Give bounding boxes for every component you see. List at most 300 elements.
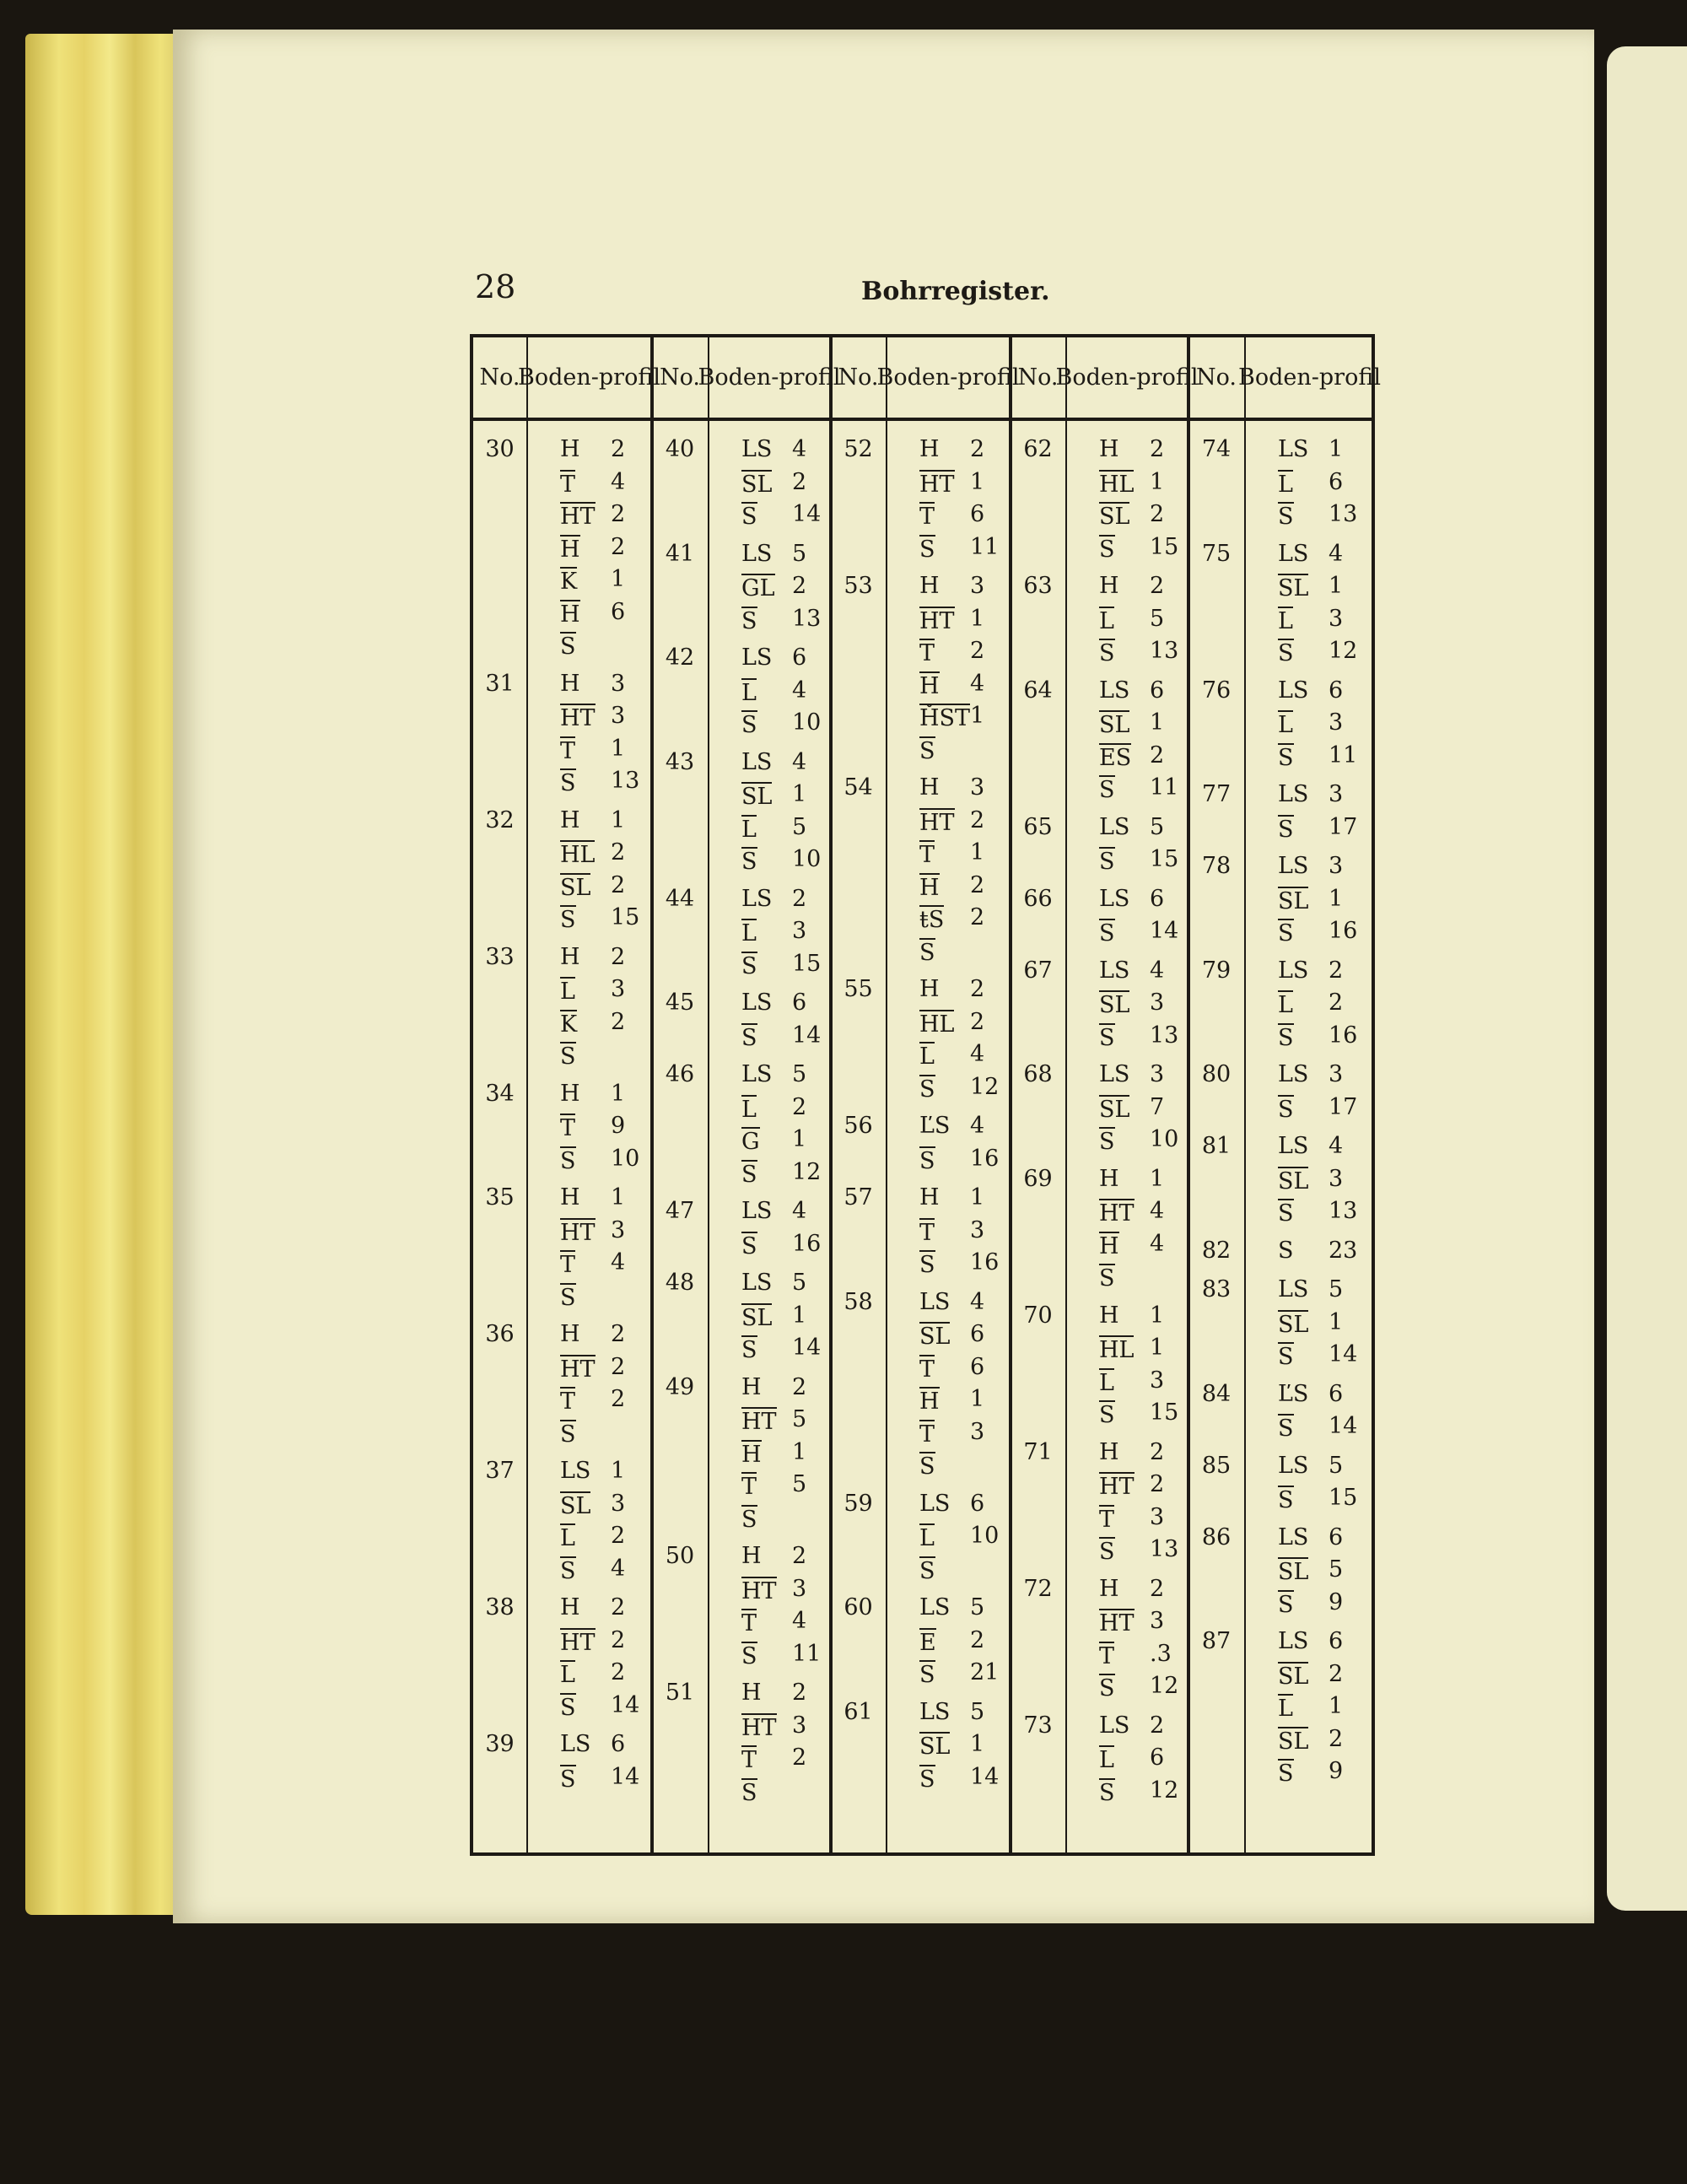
layer-thickness: 2 <box>611 1626 626 1653</box>
layer-thickness: 14 <box>611 1763 640 1790</box>
soil-layer-code: T <box>560 1115 576 1141</box>
soil-layer-code: LS <box>741 1270 773 1296</box>
header-no: No. <box>479 364 520 391</box>
soil-layer-code: S <box>560 1147 576 1174</box>
soil-layer-code: H <box>560 601 580 628</box>
soil-layer-code: T <box>919 1219 935 1246</box>
layer-thickness: 13 <box>1150 1022 1179 1049</box>
layer-thickness: 4 <box>1150 957 1165 984</box>
soil-layer-code: LS <box>1099 1061 1130 1087</box>
layer-thickness: 2 <box>1329 1725 1344 1752</box>
soil-layer-code: L <box>919 1043 935 1070</box>
borehole-number: 35 <box>485 1184 515 1211</box>
layer-thickness: 14 <box>1150 918 1179 944</box>
soil-layer-code: T <box>919 1421 935 1448</box>
layer-thickness: 2 <box>611 871 626 898</box>
layer-thickness: 1 <box>970 839 985 866</box>
soil-layer-code: SL <box>1278 1559 1309 1585</box>
layer-thickness: 2 <box>611 1321 626 1347</box>
soil-layer-code: S <box>741 1779 757 1806</box>
soil-layer-code: ĽS <box>1278 1380 1309 1407</box>
layer-thickness: 5 <box>1329 1276 1344 1302</box>
soil-layer-code: H <box>560 536 580 563</box>
soil-layer-code: H <box>919 1389 940 1415</box>
soil-layer-code: SL <box>741 784 773 810</box>
soil-layer-code: L <box>741 816 757 843</box>
soil-layer-code: S <box>1278 1487 1294 1513</box>
borehole-number: 59 <box>844 1490 873 1517</box>
soil-layer-code: S <box>919 1766 935 1793</box>
soil-layer-code: L <box>1099 607 1114 634</box>
soil-layer-code: HT <box>1099 1200 1135 1227</box>
layer-thickness: 5 <box>792 1061 807 1087</box>
soil-layer-code: H <box>741 1543 762 1569</box>
borehole-number: 71 <box>1023 1438 1053 1465</box>
soil-layer-code: G <box>741 1129 760 1155</box>
borehole-number: 42 <box>665 644 695 671</box>
layer-thickness: 2 <box>611 501 626 527</box>
layer-thickness: 3 <box>1150 990 1165 1016</box>
borehole-number: 57 <box>844 1184 873 1211</box>
layer-thickness: 3 <box>970 1216 985 1243</box>
borehole-number: 51 <box>665 1680 695 1706</box>
layer-thickness: 6 <box>1329 1380 1344 1407</box>
soil-layer-code: S <box>1278 640 1294 666</box>
soil-layer-code: SL <box>1278 1311 1309 1338</box>
header-bodenprofil <box>1238 337 1381 418</box>
borehole-number: 55 <box>844 976 873 1002</box>
soil-layer-code: S <box>741 712 757 738</box>
soil-layer-code: LS <box>1278 1061 1309 1087</box>
layer-thickness: 2 <box>970 976 985 1002</box>
soil-layer-code: H <box>1099 1575 1119 1602</box>
borehole-number: 76 <box>1201 677 1232 704</box>
soil-layer-code: H <box>919 573 940 599</box>
layer-thickness: 16 <box>970 1145 1000 1172</box>
header-boden: Boden- <box>876 364 958 391</box>
layer-thickness: 6 <box>1329 468 1344 495</box>
soil-layer-code: L <box>1099 1369 1114 1396</box>
soil-layer-code: HT <box>1099 1474 1135 1500</box>
borehole-number: 41 <box>665 540 695 567</box>
borehole-number: 50 <box>665 1543 695 1569</box>
bohrregister-table <box>470 334 1381 1856</box>
borehole-number: 40 <box>665 436 695 462</box>
soil-layer-code: S <box>741 1232 757 1259</box>
soil-layer-code: S <box>1278 1024 1294 1051</box>
soil-layer-code: ĽS <box>919 1113 951 1139</box>
soil-layer-code: HL <box>1099 1337 1135 1363</box>
borehole-number: 48 <box>665 1270 695 1296</box>
soil-layer-code: H <box>1099 1165 1119 1192</box>
layer-thickness: 13 <box>611 768 640 794</box>
layer-thickness: 16 <box>970 1249 1000 1275</box>
borehole-number: 87 <box>1201 1628 1232 1654</box>
layer-thickness: 6 <box>792 644 807 671</box>
soil-layer-code: L <box>741 1096 757 1123</box>
soil-layer-code: S <box>741 504 757 530</box>
layer-thickness: 2 <box>611 1594 626 1620</box>
soil-layer-code: H <box>919 874 940 901</box>
soil-layer-code: S <box>1099 1024 1115 1051</box>
soil-layer-code: LS <box>919 1490 951 1517</box>
layer-thickness: 4 <box>792 1608 807 1634</box>
running-head: Bohrregister. <box>861 277 1050 306</box>
layer-thickness: 3 <box>611 1490 626 1517</box>
soil-layer-code: HT <box>560 1629 596 1656</box>
layer-thickness: 13 <box>1150 638 1179 664</box>
layer-thickness: 1 <box>1150 709 1165 736</box>
soil-layer-code: L <box>1278 607 1293 634</box>
layer-thickness: 13 <box>792 605 822 632</box>
soil-layer-code: S <box>560 1557 576 1584</box>
layer-thickness: 3 <box>1329 1061 1344 1087</box>
soil-layer-code: H <box>560 670 580 697</box>
soil-layer-code: S <box>741 1642 757 1669</box>
borehole-number: 66 <box>1023 885 1053 912</box>
soil-layer-code: HT <box>560 1356 596 1383</box>
layer-thickness: 11 <box>1150 774 1179 801</box>
soil-layer-code: H <box>919 436 940 462</box>
layer-thickness: 14 <box>792 501 822 527</box>
layer-thickness: 3 <box>611 670 626 697</box>
layer-thickness: 10 <box>792 846 822 872</box>
layer-thickness: 5 <box>970 1594 985 1620</box>
layer-thickness: 14 <box>792 1022 822 1049</box>
soil-layer-code: S <box>919 1252 935 1278</box>
layer-thickness: 2 <box>792 885 807 912</box>
layer-thickness: 1 <box>792 781 807 807</box>
soil-layer-code: S <box>919 737 935 764</box>
layer-thickness: 11 <box>970 533 1000 560</box>
soil-layer-code: HT <box>741 1577 777 1604</box>
layer-thickness: 3 <box>1150 1061 1165 1087</box>
layer-thickness: 6 <box>611 1731 626 1757</box>
layer-thickness: 1 <box>970 1386 985 1412</box>
soil-layer-code: LS <box>1278 1452 1309 1479</box>
layer-thickness: 2 <box>1329 957 1344 984</box>
layer-thickness: 3 <box>1329 709 1344 736</box>
soil-layer-code: H <box>1099 1302 1119 1329</box>
soil-layer-code: HT <box>560 705 596 731</box>
soil-layer-code: H <box>560 943 580 970</box>
layer-thickness: 5 <box>792 813 807 840</box>
soil-layer-code: LS <box>560 1731 591 1757</box>
layer-thickness: 23 <box>1329 1237 1358 1264</box>
soil-layer-code: LS <box>741 436 773 462</box>
soil-layer-code: S <box>741 1506 757 1533</box>
soil-layer-code: LS <box>741 748 773 775</box>
layer-thickness: 5 <box>1329 1556 1344 1583</box>
layer-thickness: 4 <box>1150 1230 1165 1257</box>
layer-thickness: 4 <box>1329 540 1344 567</box>
soil-layer-code: S <box>1278 1344 1294 1370</box>
borehole-number: 85 <box>1201 1452 1232 1479</box>
column-rule <box>526 337 528 1852</box>
soil-layer-code: SL <box>741 471 773 498</box>
layer-thickness: 2 <box>611 1386 626 1412</box>
soil-layer-code: T <box>560 1252 576 1278</box>
layer-thickness: 2 <box>1150 1712 1165 1739</box>
layer-thickness: 3 <box>1329 781 1344 807</box>
soil-layer-code: L <box>1099 1747 1114 1773</box>
soil-layer-code: K <box>560 569 578 595</box>
layer-thickness: 2 <box>611 533 626 560</box>
column-rule <box>1244 337 1246 1852</box>
header-boden: Boden- <box>518 364 599 391</box>
soil-layer-code: K <box>560 1011 578 1038</box>
soil-layer-code: S <box>919 1557 935 1584</box>
layer-thickness: 2 <box>970 871 985 898</box>
layer-thickness: 16 <box>1329 1022 1358 1049</box>
soil-layer-code: T <box>919 504 935 530</box>
layer-thickness: 2 <box>611 1659 626 1685</box>
layer-thickness: 1 <box>611 1184 626 1211</box>
layer-thickness: 3 <box>970 1418 985 1445</box>
soil-layer-code: SL <box>1099 1096 1130 1123</box>
header-profil: profil <box>1136 364 1199 391</box>
layer-thickness: 2 <box>1329 1660 1344 1687</box>
column-rule <box>650 337 654 1852</box>
header-bodenprofil <box>1055 337 1199 418</box>
borehole-number: 68 <box>1023 1061 1053 1087</box>
layer-thickness: 3 <box>1150 1367 1165 1394</box>
soil-layer-code: H <box>741 1373 762 1400</box>
layer-thickness: 1 <box>970 703 985 729</box>
layer-thickness: 1 <box>792 1302 807 1329</box>
layer-thickness: 4 <box>611 1249 626 1275</box>
soil-layer-code: H <box>1099 436 1119 462</box>
soil-layer-code: S <box>1099 640 1115 666</box>
soil-layer-code: L <box>919 1525 935 1551</box>
layer-thickness: 2 <box>1150 1471 1165 1497</box>
soil-layer-code: LS <box>741 990 773 1016</box>
layer-thickness: 14 <box>792 1335 822 1361</box>
layer-thickness: 1 <box>611 735 626 762</box>
page-edges <box>25 34 194 1915</box>
layer-thickness: 1 <box>611 806 626 833</box>
soil-layer-code: SL <box>1099 712 1130 738</box>
soil-layer-code: LS <box>741 540 773 567</box>
soil-layer-code: T <box>741 1610 757 1637</box>
layer-thickness: 14 <box>611 1691 640 1718</box>
layer-thickness: 1 <box>1329 1693 1344 1719</box>
soil-layer-code: LS <box>1099 957 1130 984</box>
header-profil: profil <box>957 364 1020 391</box>
borehole-number: 33 <box>485 943 515 970</box>
soil-layer-code: L <box>560 1525 575 1551</box>
borehole-number: 86 <box>1201 1523 1232 1550</box>
soil-layer-code: S <box>741 1337 757 1363</box>
facing-page-edge <box>1607 46 1687 1911</box>
layer-thickness: 1 <box>970 1731 985 1757</box>
layer-thickness: 6 <box>970 1353 985 1380</box>
soil-layer-code: LS <box>1278 677 1309 704</box>
soil-layer-code: S <box>1278 1237 1294 1264</box>
page-number: 28 <box>475 268 516 305</box>
borehole-number: 37 <box>485 1458 515 1484</box>
layer-thickness: 2 <box>1150 741 1165 768</box>
layer-thickness: 15 <box>1150 533 1179 560</box>
borehole-number: 39 <box>485 1731 515 1757</box>
column-rule <box>1187 337 1190 1852</box>
borehole-number: 65 <box>1023 813 1053 840</box>
soil-layer-code: S <box>1099 1675 1115 1701</box>
soil-layer-code: SL <box>560 1492 591 1519</box>
soil-layer-code: S <box>1099 1265 1115 1292</box>
layer-thickness: 6 <box>792 990 807 1016</box>
soil-layer-code: SL <box>741 1304 773 1331</box>
layer-thickness: 9 <box>1329 1588 1344 1615</box>
layer-thickness: 14 <box>970 1763 1000 1790</box>
soil-layer-code: L <box>1278 712 1293 738</box>
layer-thickness: 5 <box>792 1406 807 1432</box>
soil-layer-code: T <box>560 471 576 498</box>
borehole-number: 81 <box>1201 1133 1232 1159</box>
layer-thickness: 2 <box>1329 990 1344 1016</box>
layer-thickness: .3 <box>1150 1640 1172 1667</box>
soil-layer-code: S <box>919 1076 935 1103</box>
layer-thickness: 3 <box>1150 1608 1165 1634</box>
soil-layer-code: HT <box>560 504 596 530</box>
borehole-number: 62 <box>1023 436 1053 462</box>
layer-thickness: 13 <box>1329 1198 1358 1224</box>
layer-thickness: 4 <box>1150 1198 1165 1224</box>
soil-layer-code: S <box>1278 1200 1294 1227</box>
borehole-number: 73 <box>1023 1712 1053 1739</box>
borehole-number: 30 <box>485 436 515 462</box>
layer-thickness: 5 <box>1150 813 1165 840</box>
soil-layer-code: HT <box>919 471 955 498</box>
soil-layer-code: LS <box>741 1198 773 1224</box>
borehole-number: 75 <box>1201 540 1232 567</box>
soil-layer-code: LS <box>1278 957 1309 984</box>
borehole-number: 31 <box>485 670 515 697</box>
soil-layer-code: S <box>560 907 576 933</box>
layer-thickness: 6 <box>970 1490 985 1517</box>
layer-thickness: 2 <box>792 1543 807 1569</box>
layer-thickness: 4 <box>970 670 985 697</box>
soil-layer-code: S <box>919 939 935 966</box>
column-rule <box>708 337 709 1852</box>
soil-layer-code: LS <box>1099 813 1130 840</box>
layer-thickness: 5 <box>792 1270 807 1296</box>
layer-thickness: 1 <box>792 1438 807 1465</box>
soil-layer-code: LS <box>919 1594 951 1620</box>
layer-thickness: 6 <box>1150 885 1165 912</box>
soil-layer-code: S <box>1099 849 1115 875</box>
soil-layer-code: HT <box>741 1714 777 1741</box>
header-no: No. <box>660 364 700 391</box>
soil-layer-code: LS <box>741 885 773 912</box>
borehole-number: 84 <box>1201 1380 1232 1407</box>
borehole-number: 47 <box>665 1198 695 1224</box>
soil-layer-code: L <box>1278 471 1293 498</box>
layer-thickness: 1 <box>1329 1308 1344 1335</box>
soil-layer-code: LS <box>1278 1523 1309 1550</box>
soil-layer-code: S <box>1099 777 1115 803</box>
soil-layer-code: H <box>741 1680 762 1706</box>
header-bodenprofil <box>518 337 660 418</box>
layer-thickness: 2 <box>611 839 626 866</box>
layer-thickness: 3 <box>611 976 626 1002</box>
header-profil: profil <box>1318 364 1381 391</box>
layer-thickness: 4 <box>1329 1133 1344 1159</box>
soil-layer-code: LS <box>1278 853 1309 879</box>
layer-thickness: 4 <box>970 1041 985 1067</box>
layer-thickness: 10 <box>970 1523 1000 1549</box>
soil-layer-code: SL <box>919 1324 951 1350</box>
layer-thickness: 13 <box>1329 501 1358 527</box>
layer-thickness: 1 <box>1329 573 1344 599</box>
borehole-number: 64 <box>1023 677 1053 704</box>
soil-layer-code: E <box>919 1629 936 1656</box>
layer-thickness: 2 <box>792 1093 807 1120</box>
soil-layer-code: H <box>560 1184 580 1211</box>
header-no: No. <box>1017 364 1059 391</box>
soil-layer-code: LS <box>1278 1276 1309 1302</box>
soil-layer-code: LS <box>1278 540 1309 567</box>
borehole-number: 58 <box>844 1288 873 1315</box>
layer-thickness: 6 <box>970 1321 985 1347</box>
layer-thickness: 6 <box>1329 677 1344 704</box>
soil-layer-code: H <box>1099 1232 1119 1259</box>
soil-layer-code: HL <box>919 1011 955 1038</box>
layer-thickness: 6 <box>1329 1523 1344 1550</box>
borehole-number: 60 <box>844 1594 873 1620</box>
borehole-number: 44 <box>665 885 695 912</box>
soil-layer-code: H <box>1099 573 1119 599</box>
layer-thickness: 11 <box>1329 741 1358 768</box>
layer-thickness: 5 <box>970 1698 985 1725</box>
layer-thickness: 1 <box>1329 436 1344 462</box>
layer-thickness: 9 <box>611 1113 626 1139</box>
soil-layer-code: LS <box>919 1288 951 1315</box>
soil-layer-code: SL <box>1278 1663 1309 1690</box>
soil-layer-code: SL <box>1278 1167 1309 1194</box>
layer-thickness: 5 <box>792 540 807 567</box>
soil-layer-code: S <box>919 536 935 563</box>
soil-layer-code: LS <box>1099 885 1130 912</box>
borehole-number: 79 <box>1201 957 1232 984</box>
layer-thickness: 10 <box>611 1145 640 1172</box>
layer-thickness: 2 <box>792 468 807 495</box>
header-no: No. <box>1196 364 1237 391</box>
soil-layer-code: T <box>919 1356 935 1383</box>
soil-layer-code: LS <box>1278 1133 1309 1159</box>
layer-thickness: 2 <box>1150 573 1165 599</box>
soil-layer-code: H <box>560 1321 580 1347</box>
layer-thickness: 17 <box>1329 813 1358 840</box>
soil-layer-code: S <box>1278 504 1294 530</box>
borehole-number: 83 <box>1201 1276 1232 1302</box>
layer-thickness: 1 <box>970 605 985 632</box>
header-boden: Boden- <box>1055 364 1137 391</box>
soil-layer-code: ES <box>1099 744 1132 771</box>
header-boden: Boden- <box>698 364 779 391</box>
layer-thickness: 1 <box>970 1184 985 1211</box>
borehole-number: 53 <box>844 573 873 599</box>
borehole-number: 77 <box>1201 781 1232 807</box>
soil-layer-code: HT <box>919 809 955 836</box>
soil-layer-code: T <box>560 1389 576 1415</box>
layer-thickness: 2 <box>970 638 985 664</box>
soil-layer-code: LS <box>1278 1628 1309 1654</box>
layer-thickness: 5 <box>1150 605 1165 632</box>
layer-thickness: 3 <box>970 774 985 801</box>
soil-layer-code: S <box>1099 536 1115 563</box>
soil-layer-code: GL <box>741 575 775 601</box>
